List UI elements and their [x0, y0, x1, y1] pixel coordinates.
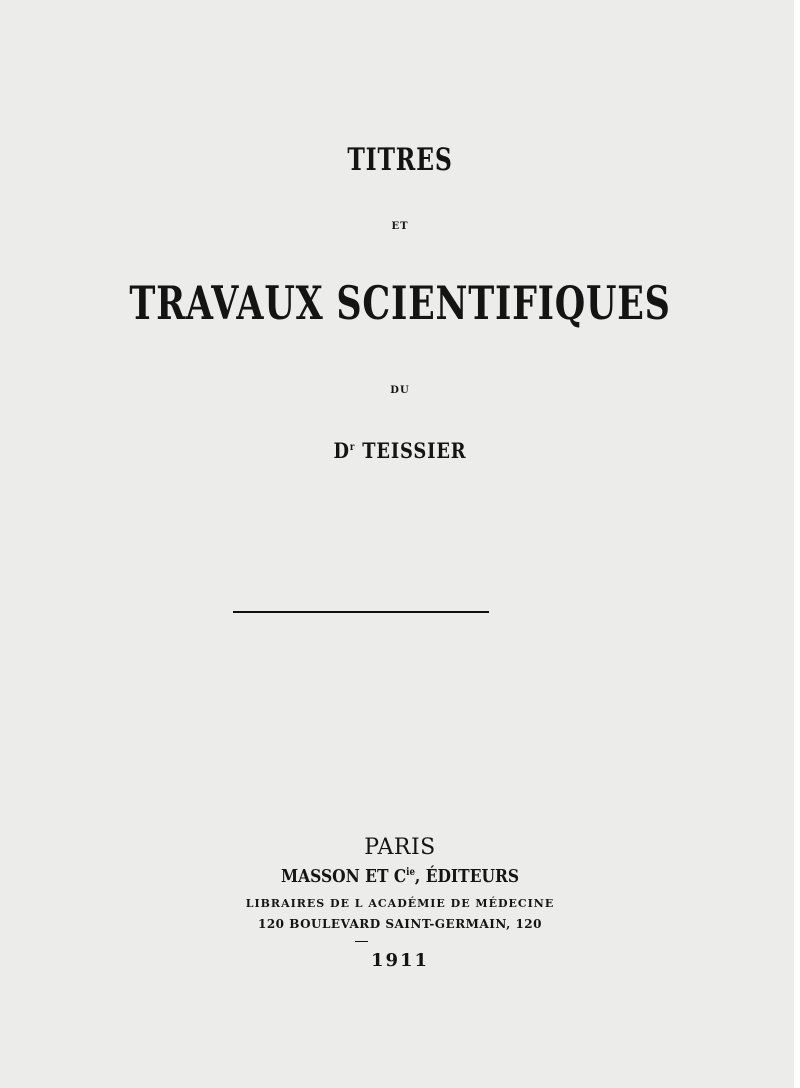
- libraires-line: LIBRAIRES DE L ACADÉMIE DE MÉDECINE: [245, 897, 555, 910]
- publication-city: PARIS: [364, 835, 436, 860]
- publisher-suffix: , ÉDITEURS: [414, 866, 520, 887]
- author-superscript: r: [349, 442, 356, 453]
- title-line-1: TITRES: [347, 142, 453, 178]
- author-name: TEISSIER: [362, 438, 467, 463]
- main-title: TRAVAUX SCIENTIFIQUES: [129, 276, 671, 330]
- publication-year: 1911: [370, 950, 430, 971]
- author-prefix: D: [333, 438, 350, 463]
- address-line: 120 BOULEVARD SAINT-GERMAIN, 120: [257, 917, 542, 931]
- small-divider: [355, 941, 368, 942]
- title-du: DU: [390, 385, 410, 396]
- author-line: [60, 438, 740, 463]
- publisher-line: [56, 866, 744, 887]
- publisher-prefix: MASSON ET C: [280, 866, 407, 887]
- publisher-superscript: ie: [406, 867, 415, 878]
- title-conjunction: ET: [391, 221, 409, 232]
- title-divider: [233, 611, 489, 613]
